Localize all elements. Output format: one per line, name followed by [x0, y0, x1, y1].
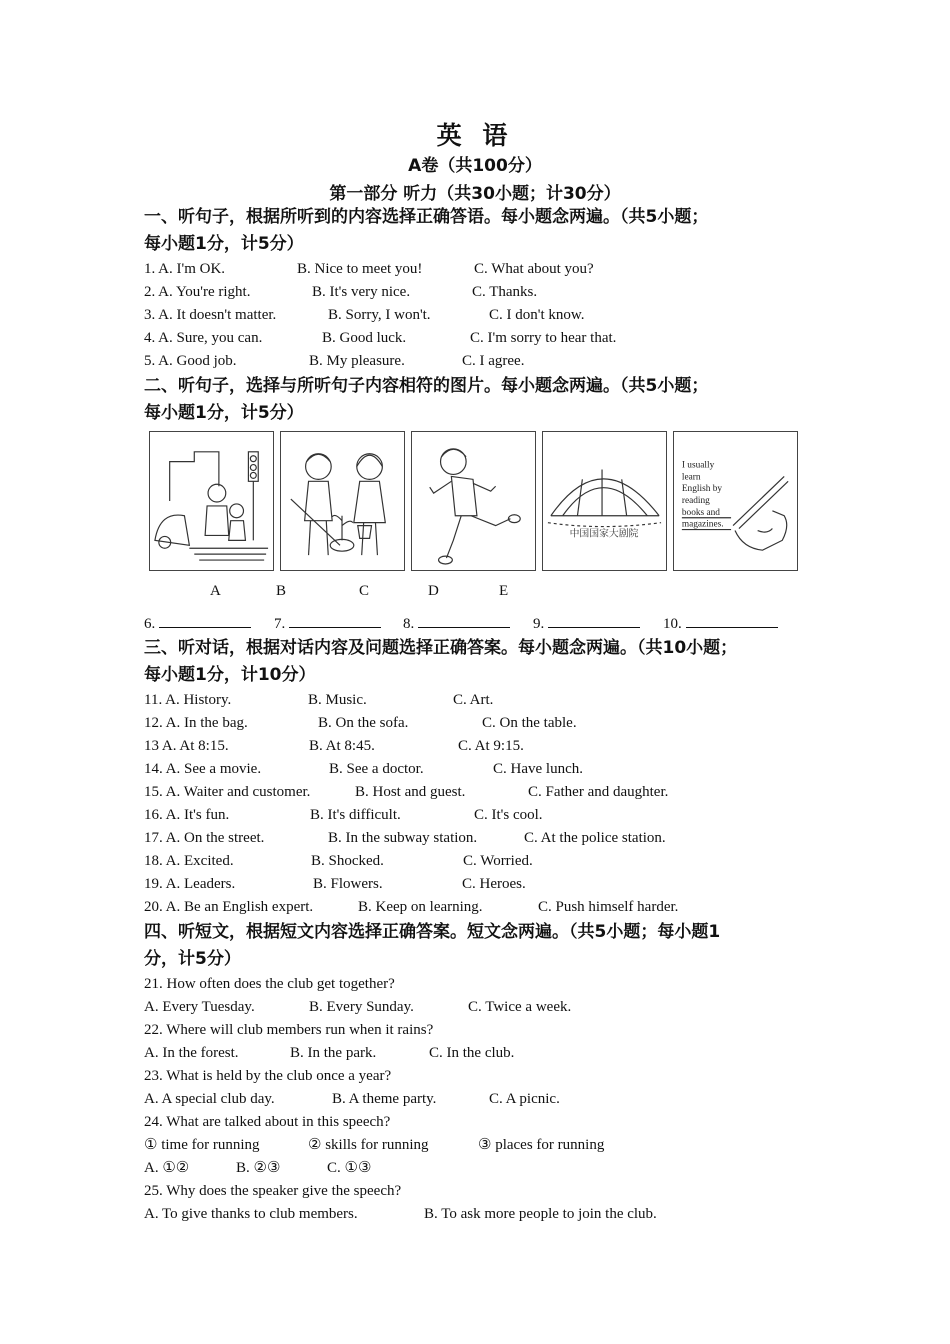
option-c: C. At 9:15.: [458, 738, 524, 754]
picture-label-d: D: [428, 583, 439, 599]
option-c: C. On the table.: [482, 715, 577, 731]
question-1: [144, 258, 824, 281]
planting-illustration: [281, 432, 404, 570]
option-a: 20. A. Be an English expert.: [144, 899, 314, 915]
question-13: [144, 735, 824, 758]
option-c: C. In the club.: [429, 1045, 515, 1061]
section-2: [144, 373, 824, 635]
option-b: B. See a doctor.: [329, 761, 424, 777]
option-b: B. My pleasure.: [309, 353, 405, 369]
question-22-options: [144, 1042, 824, 1065]
option-b: B. Sorry, I won't.: [328, 307, 431, 323]
option-a: A. To give thanks to club members.: [144, 1206, 358, 1222]
option-c: C. Push himself harder.: [538, 899, 679, 915]
option-a: A. A special club day.: [144, 1091, 275, 1107]
question-24-statements: [144, 1134, 824, 1157]
page-title: 英 语: [436, 121, 514, 150]
option-b: B. ②③: [236, 1160, 281, 1176]
section-3-heading-line-2: 每小题1分，计10分）: [144, 665, 316, 685]
option-a: 2. A. You're right.: [144, 284, 251, 300]
question-20: [144, 896, 824, 919]
option-b: B. Keep on learning.: [358, 899, 483, 915]
option-c: C. I'm sorry to hear that.: [470, 330, 617, 346]
option-a: 12. A. In the bag.: [144, 715, 248, 731]
option-b: B. Nice to meet you!: [297, 261, 423, 277]
section-3: [144, 635, 824, 919]
option-b: B. Shocked.: [311, 853, 384, 869]
picture-a-crossing: [149, 431, 274, 571]
picture-row: [144, 431, 824, 611]
blank-8[interactable]: 8.: [403, 611, 510, 633]
option-c: C. What about you?: [474, 261, 594, 277]
question-23-stem: 23. What is held by the club once a year?: [144, 1068, 392, 1084]
blank-10[interactable]: 10.: [663, 611, 778, 633]
note-line-6: magazines.: [681, 519, 724, 530]
note-line-3: English by: [681, 484, 723, 495]
option-c: C. Have lunch.: [493, 761, 583, 777]
option-b: B. On the sofa.: [318, 715, 409, 731]
option-a: A. In the forest.: [144, 1045, 239, 1061]
question-21-options: [144, 996, 824, 1019]
option-a: 1. A. I'm OK.: [144, 261, 226, 277]
picture-e-writing: [673, 431, 798, 571]
option-c: C. At the police station.: [524, 830, 666, 846]
option-a: 17. A. On the street.: [144, 830, 265, 846]
question-23-options: [144, 1088, 824, 1111]
option-a: 5. A. Good job.: [144, 353, 237, 369]
option-c: C. Heroes.: [462, 876, 526, 892]
option-b: B. A theme party.: [332, 1091, 437, 1107]
blank-7[interactable]: 7.: [274, 611, 381, 633]
option-b: B. In the park.: [290, 1045, 377, 1061]
option-a: 18. A. Excited.: [144, 853, 234, 869]
option-b: B. Every Sunday.: [309, 999, 414, 1015]
question-3: [144, 304, 824, 327]
section-1-heading-line-1: 一、听句子，根据所听到的内容选择正确答语。每小题念两遍。（共5小题；: [144, 207, 709, 227]
question-19: [144, 873, 824, 896]
picture-label-b: B: [276, 583, 287, 599]
question-11: [144, 689, 824, 712]
option-a: 3. A. It doesn't matter.: [144, 307, 277, 323]
option-c: C. ①③: [327, 1160, 372, 1176]
option-c: C. Father and daughter.: [528, 784, 669, 800]
question-21-stem: 21. How often does the club get together?: [144, 976, 395, 992]
picture-label-a: A: [210, 583, 221, 599]
part-title: 第一部分 听力（共30小题；计30分）: [329, 184, 621, 204]
question-15: [144, 781, 824, 804]
option-a: A. ①②: [144, 1160, 190, 1176]
option-a: 4. A. Sure, you can.: [144, 330, 263, 346]
section-4-heading-line-1: 四、听短文，根据短文内容选择正确答案。短文念两遍。（共5小题；每小题1: [144, 922, 721, 942]
blank-6[interactable]: 6.: [144, 611, 251, 633]
picture-label-e: E: [499, 583, 509, 599]
section-2-heading-line-2: 每小题1分，计5分）: [144, 403, 304, 423]
question-22-stem: 22. Where will club members run when it rains?: [144, 1022, 434, 1038]
option-a: 11. A. History.: [144, 692, 232, 708]
option-a: A. Every Tuesday.: [144, 999, 255, 1015]
theatre-illustration: [543, 432, 666, 570]
blank-9[interactable]: 9.: [533, 611, 640, 633]
option-c: C. I don't know.: [489, 307, 585, 323]
crossing-illustration: [150, 432, 273, 570]
statement-1: ① time for running: [144, 1137, 260, 1153]
option-c: C. Art.: [453, 692, 494, 708]
section-3-heading-line-1: 三、听对话，根据对话内容及问题选择正确答案。每小题念两遍。（共10小题；: [144, 638, 738, 658]
writing-illustration: [674, 432, 797, 570]
option-b: B. Music.: [308, 692, 367, 708]
question-16: [144, 804, 824, 827]
question-2: [144, 281, 824, 304]
picture-c-running: [411, 431, 536, 571]
picture-label-c: C: [359, 583, 370, 599]
option-a: 15. A. Waiter and customer.: [144, 784, 311, 800]
option-a: 16. A. It's fun.: [144, 807, 230, 823]
note-line-1: I usually: [681, 460, 715, 471]
section-1-heading-line-2: 每小题1分，计5分）: [144, 234, 304, 254]
question-24-stem: 24. What are talked about in this speech?: [144, 1114, 391, 1130]
question-12: [144, 712, 824, 735]
note-line-2: learn: [681, 472, 701, 483]
option-b: B. At 8:45.: [309, 738, 375, 754]
option-a: 19. A. Leaders.: [144, 876, 236, 892]
question-18: [144, 850, 824, 873]
picture-d-theatre: [542, 431, 667, 571]
option-b: B. To ask more people to join the club.: [424, 1206, 657, 1222]
option-b: B. It's very nice.: [312, 284, 411, 300]
option-b: B. In the subway station.: [328, 830, 478, 846]
question-5: [144, 350, 824, 373]
theatre-caption: 中国国家大剧院: [569, 528, 639, 540]
option-b: B. Good luck.: [322, 330, 407, 346]
picture-b-planting: [280, 431, 405, 571]
note-line-4: reading: [681, 495, 710, 506]
option-c: C. It's cool.: [474, 807, 543, 823]
section-4-heading-line-2: 分，计5分）: [144, 949, 241, 969]
question-17: [144, 827, 824, 850]
option-c: C. Thanks.: [472, 284, 538, 300]
statement-2: ② skills for running: [308, 1137, 429, 1153]
question-24-options: [144, 1157, 824, 1180]
section-2-heading-line-1: 二、听句子，选择与所听句子内容相符的图片。每小题念两遍。（共5小题；: [144, 376, 709, 396]
option-c: C. Twice a week.: [468, 999, 572, 1015]
option-b: B. Host and guest.: [355, 784, 466, 800]
section-1: [144, 204, 824, 373]
option-a: 14. A. See a movie.: [144, 761, 262, 777]
option-b: B. It's difficult.: [310, 807, 401, 823]
answer-blanks: [144, 611, 824, 635]
option-c: C. I agree.: [462, 353, 525, 369]
statement-3: ③ places for running: [478, 1137, 605, 1153]
option-a: 13 A. At 8:15.: [144, 738, 229, 754]
question-25-stem: 25. Why does the speaker give the speech?: [144, 1183, 402, 1199]
running-illustration: [412, 432, 535, 570]
option-c: C. Worried.: [463, 853, 533, 869]
question-25-options: [144, 1203, 824, 1226]
exam-content: [144, 204, 824, 1226]
question-4: [144, 327, 824, 350]
question-14: [144, 758, 824, 781]
note-line-5: books and: [681, 507, 720, 518]
option-b: B. Flowers.: [313, 876, 383, 892]
option-c: C. A picnic.: [489, 1091, 560, 1107]
section-4: [144, 919, 824, 1226]
volume-title: A卷（共100分）: [408, 156, 542, 176]
